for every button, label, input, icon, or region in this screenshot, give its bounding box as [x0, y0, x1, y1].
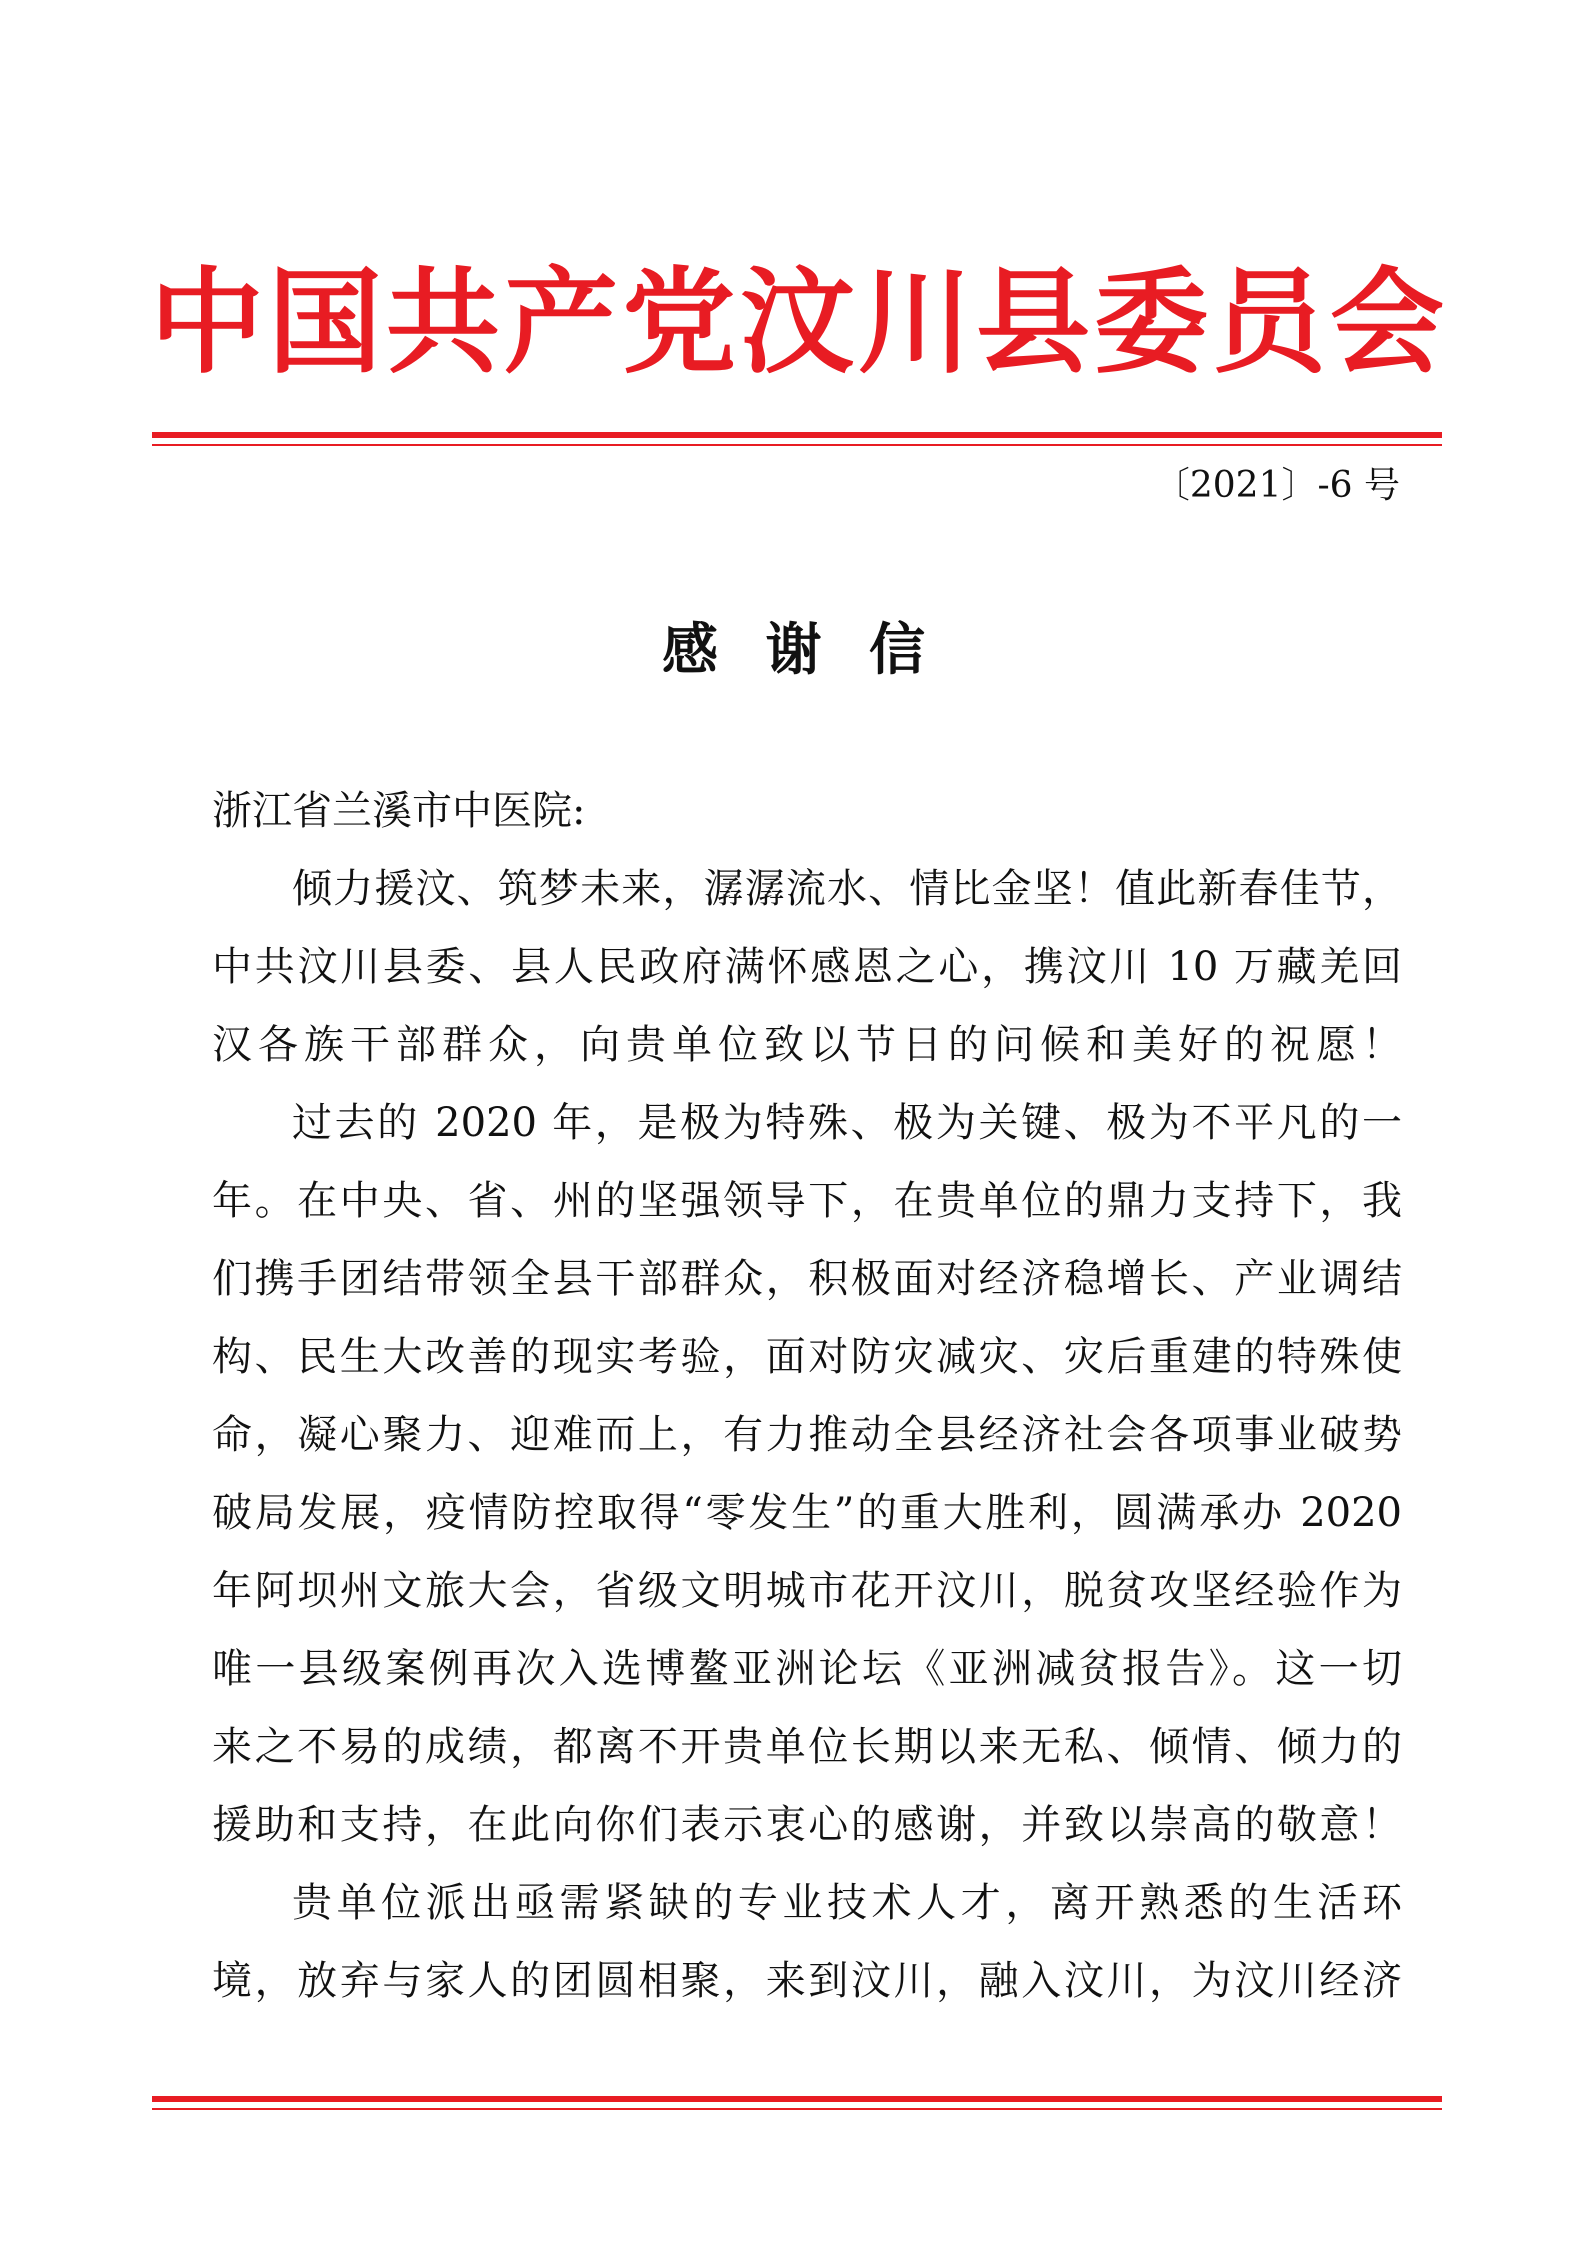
footer-divider-thick [152, 2096, 1442, 2102]
document-number: 〔2021〕-6 号 [1153, 465, 1400, 506]
paragraph-line: 倾力援汶、筑梦未来，潺潺流水、情比金坚！值此新春佳节， [292, 866, 1402, 912]
letter-body [212, 772, 1402, 2020]
paragraph-line: 贵单位派出亟需紧缺的专业技术人才，离开熟悉的生活环 [292, 1880, 1402, 1926]
paragraph-line: 过去的 2020 年，是极为特殊、极为关键、极为不平凡的一 [292, 1100, 1402, 1146]
paragraph-line: 年。在中央、省、州的坚强领导下，在贵单位的鼎力支持下，我 [212, 1178, 1402, 1224]
salutation: 浙江省兰溪市中医院: [212, 788, 586, 834]
footer-divider-thin [152, 2108, 1442, 2110]
paragraph-line: 们携手团结带领全县干部群众，积极面对经济稳增长、产业调结 [212, 1256, 1402, 1302]
paragraph-line: 援助和支持，在此向你们表示衷心的感谢，并致以崇高的敬意！ [212, 1802, 1402, 1848]
paragraph-line: 命，凝心聚力、迎难而上，有力推动全县经济社会各项事业破势 [212, 1412, 1402, 1458]
paragraph-line: 来之不易的成绩，都离不开贵单位长期以来无私、倾情、倾力的 [212, 1724, 1402, 1770]
paragraph-line: 中共汶川县委、县人民政府满怀感恩之心，携汶川 10 万藏羌回 [212, 944, 1402, 990]
header-divider-thick [152, 432, 1442, 438]
paragraph-line: 境，放弃与家人的团圆相聚，来到汶川，融入汶川，为汶川经济 [212, 1958, 1402, 2004]
header-divider-thin [152, 444, 1442, 446]
paragraph-line: 破局发展，疫情防控取得“零发生”的重大胜利，圆满承办 2020 [212, 1490, 1402, 1536]
letter-title: 感 谢 信 [662, 617, 939, 683]
paragraph-line: 构、民生大改善的现实考验，面对防灾减灾、灾后重建的特殊使 [212, 1334, 1402, 1380]
paragraph-line: 汉各族干部群众，向贵单位致以节日的问候和美好的祝愿！ [212, 1022, 1402, 1068]
paragraph-line: 年阿坝州文旅大会，省级文明城市花开汶川，脱贫攻坚经验作为 [212, 1568, 1402, 1614]
red-header-title: 中国共产党汶川县委员会 [150, 256, 1449, 389]
paragraph-line: 唯一县级案例再次入选博鳌亚洲论坛《亚洲减贫报告》。这一切 [212, 1646, 1402, 1692]
